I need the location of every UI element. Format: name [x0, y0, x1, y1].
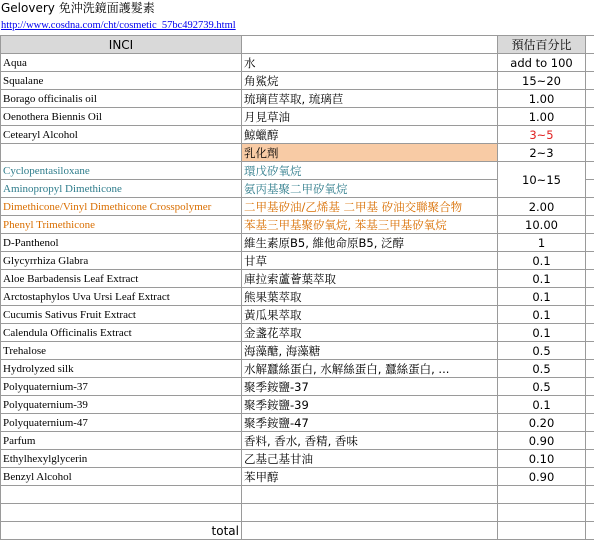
inci-cell[interactable]: Borago officinalis oil: [1, 90, 242, 108]
pct-cell[interactable]: 0.5: [498, 360, 586, 378]
empty-cell[interactable]: [498, 486, 586, 504]
pct-cell-merged[interactable]: 10~15: [498, 162, 586, 198]
table-row: [1, 468, 594, 486]
sheet-title: Gelovery 免沖洗鏡面護髮素: [1, 1, 155, 15]
extra-cell[interactable]: [586, 450, 594, 468]
pct-cell[interactable]: 1.00: [498, 90, 586, 108]
cn-cell[interactable]: 苯甲醇: [242, 468, 498, 486]
pct-cell[interactable]: 0.1: [498, 324, 586, 342]
table-row: [1, 216, 594, 234]
inci-cell[interactable]: Phenyl Trimethicone: [1, 216, 242, 234]
table-row: [1, 90, 594, 108]
inci-cell[interactable]: Hydrolyzed silk: [1, 360, 242, 378]
pct-cell[interactable]: 1: [498, 234, 586, 252]
total-value-cell[interactable]: [498, 522, 586, 540]
pct-cell[interactable]: 0.5: [498, 378, 586, 396]
cn-cell[interactable]: 香料, 香水, 香精, 香味: [242, 432, 498, 450]
cn-cell[interactable]: 角鯊烷: [242, 72, 498, 90]
inci-cell[interactable]: Cyclopentasiloxane: [1, 162, 242, 180]
cn-cell[interactable]: 黃瓜果萃取: [242, 306, 498, 324]
extra-cell[interactable]: [586, 378, 594, 396]
table-row: [1, 306, 594, 324]
pct-cell[interactable]: 0.1: [498, 396, 586, 414]
cn-cell[interactable]: 月見草油: [242, 108, 498, 126]
inci-cell[interactable]: Trehalose: [1, 342, 242, 360]
table-row: [1, 270, 594, 288]
empty-cell[interactable]: [498, 504, 586, 522]
table-row: [1, 360, 594, 378]
inci-cell[interactable]: Oenothera Biennis Oil: [1, 108, 242, 126]
empty-cell[interactable]: [586, 522, 594, 540]
cn-cell[interactable]: 水: [242, 54, 498, 72]
inci-cell[interactable]: Ethylhexylglycerin: [1, 450, 242, 468]
emulsifier-cell[interactable]: 乳化劑: [242, 144, 498, 162]
extra-cell[interactable]: [586, 54, 594, 72]
empty-cell[interactable]: [586, 486, 594, 504]
inci-cell[interactable]: Arctostaphylos Uva Ursi Leaf Extract: [1, 288, 242, 306]
cn-cell[interactable]: 二甲基矽油/乙烯基 二甲基 矽油交聯聚合物: [242, 198, 498, 216]
cn-cell[interactable]: 熊果葉萃取: [242, 288, 498, 306]
pct-cell[interactable]: 2.00: [498, 198, 586, 216]
table-row: [1, 342, 594, 360]
extra-cell[interactable]: [586, 252, 594, 270]
extra-cell[interactable]: [586, 468, 594, 486]
extra-cell[interactable]: [586, 108, 594, 126]
inci-cell[interactable]: Parfum: [1, 432, 242, 450]
pct-cell[interactable]: 0.90: [498, 432, 586, 450]
empty-cell[interactable]: [242, 486, 498, 504]
cn-cell[interactable]: 甘草: [242, 252, 498, 270]
table-row: [1, 108, 594, 126]
pct-cell[interactable]: 15~20: [498, 72, 586, 90]
extra-cell[interactable]: [586, 342, 594, 360]
table-header-row: [1, 36, 594, 54]
table-row: [1, 126, 594, 144]
extra-cell[interactable]: [586, 396, 594, 414]
pct-cell[interactable]: 3~5: [498, 126, 586, 144]
cn-cell[interactable]: 聚季銨鹽-39: [242, 396, 498, 414]
total-row: [1, 522, 594, 540]
extra-cell[interactable]: [586, 90, 594, 108]
inci-cell[interactable]: Cucumis Sativus Fruit Extract: [1, 306, 242, 324]
extra-cell[interactable]: [586, 180, 594, 198]
inci-cell[interactable]: Glycyrrhiza Glabra: [1, 252, 242, 270]
table-row: [1, 234, 594, 252]
table-row: [1, 324, 594, 342]
cn-cell[interactable]: 環戊矽氧烷: [242, 162, 498, 180]
extra-cell[interactable]: [586, 270, 594, 288]
table-row: [1, 144, 594, 162]
extra-cell[interactable]: [586, 432, 594, 450]
empty-row: [1, 504, 594, 522]
table-row: [1, 450, 594, 468]
pct-cell[interactable]: 0.5: [498, 342, 586, 360]
pct-cell[interactable]: 0.1: [498, 252, 586, 270]
pct-cell[interactable]: 0.1: [498, 270, 586, 288]
inci-cell[interactable]: Squalane: [1, 72, 242, 90]
pct-cell[interactable]: 0.1: [498, 288, 586, 306]
pct-cell[interactable]: 1.00: [498, 108, 586, 126]
table-row: [1, 414, 594, 432]
source-link-row: [0, 17, 594, 35]
cn-cell[interactable]: 氨丙基聚二甲矽氧烷: [242, 180, 498, 198]
extra-cell[interactable]: [586, 162, 594, 180]
pct-cell[interactable]: 0.10: [498, 450, 586, 468]
cn-cell[interactable]: 乙基己基甘油: [242, 450, 498, 468]
inci-cell[interactable]: Benzyl Alcohol: [1, 468, 242, 486]
table-row: [1, 252, 594, 270]
cn-cell[interactable]: 庫拉索蘆薈葉萃取: [242, 270, 498, 288]
header-extra[interactable]: [586, 36, 594, 54]
table-row: [1, 54, 594, 72]
table-row: [1, 72, 594, 90]
total-cell[interactable]: [242, 522, 498, 540]
inci-cell[interactable]: Aminopropyl Dimethicone: [1, 180, 242, 198]
header-cn[interactable]: [242, 36, 498, 54]
empty-cell[interactable]: [1, 486, 242, 504]
pct-cell[interactable]: 10.00: [498, 216, 586, 234]
extra-cell[interactable]: [586, 360, 594, 378]
empty-cell[interactable]: [242, 504, 498, 522]
cn-cell[interactable]: 維生素原B5, 維他命原B5, 泛醇: [242, 234, 498, 252]
cn-cell[interactable]: 海藻醣, 海藻糖: [242, 342, 498, 360]
pct-cell[interactable]: 0.90: [498, 468, 586, 486]
inci-cell[interactable]: Aloe Barbadensis Leaf Extract: [1, 270, 242, 288]
extra-cell[interactable]: [586, 216, 594, 234]
header-inci[interactable]: INCI: [1, 36, 242, 54]
cn-cell[interactable]: 苯基三甲基聚矽氧烷, 苯基三甲基矽氧烷: [242, 216, 498, 234]
header-pct[interactable]: 預估百分比: [498, 36, 586, 54]
pct-cell[interactable]: 0.1: [498, 306, 586, 324]
cn-cell[interactable]: 水解蠶絲蛋白, 水解絲蛋白, 蠶絲蛋白, ...: [242, 360, 498, 378]
source-link[interactable]: http://www.cosdna.com/cht/cosmetic_57bc492739.html: [1, 20, 236, 31]
inci-cell[interactable]: Aqua: [1, 54, 242, 72]
cn-cell[interactable]: 琉璃苣萃取, 琉璃苣: [242, 90, 498, 108]
inci-cell[interactable]: Polyquaternium-47: [1, 414, 242, 432]
inci-cell[interactable]: Polyquaternium-39: [1, 396, 242, 414]
pct-cell[interactable]: add to 100: [498, 54, 586, 72]
inci-cell[interactable]: Dimethicone/Vinyl Dimethicone Crosspolymer: [1, 198, 242, 216]
inci-cell[interactable]: Cetearyl Alcohol: [1, 126, 242, 144]
extra-cell[interactable]: [586, 306, 594, 324]
empty-row: [1, 486, 594, 504]
cn-cell[interactable]: 聚季銨鹽-37: [242, 378, 498, 396]
table-row: [1, 432, 594, 450]
cn-cell[interactable]: 金盞花萃取: [242, 324, 498, 342]
total-label[interactable]: total: [1, 522, 242, 540]
table-row: [1, 288, 594, 306]
extra-cell[interactable]: [586, 72, 594, 90]
extra-cell[interactable]: [586, 288, 594, 306]
inci-cell[interactable]: Polyquaternium-37: [1, 378, 242, 396]
empty-cell[interactable]: [586, 504, 594, 522]
empty-cell[interactable]: [1, 504, 242, 522]
extra-cell[interactable]: [586, 324, 594, 342]
table-row: [1, 378, 594, 396]
pct-cell[interactable]: 0.20: [498, 414, 586, 432]
table-row: [1, 396, 594, 414]
pct-cell[interactable]: 2~3: [498, 144, 586, 162]
inci-cell[interactable]: [1, 144, 242, 162]
extra-cell[interactable]: [586, 234, 594, 252]
inci-cell[interactable]: D-Panthenol: [1, 234, 242, 252]
cn-cell[interactable]: 鯨蠟醇: [242, 126, 498, 144]
table-row: [1, 162, 594, 180]
ingredient-table: [0, 35, 594, 540]
extra-cell[interactable]: [586, 198, 594, 216]
cn-cell[interactable]: 聚季銨鹽-47: [242, 414, 498, 432]
inci-cell[interactable]: Calendula Officinalis Extract: [1, 324, 242, 342]
table-row: [1, 198, 594, 216]
extra-cell[interactable]: [586, 126, 594, 144]
extra-cell[interactable]: [586, 144, 594, 162]
extra-cell[interactable]: [586, 414, 594, 432]
